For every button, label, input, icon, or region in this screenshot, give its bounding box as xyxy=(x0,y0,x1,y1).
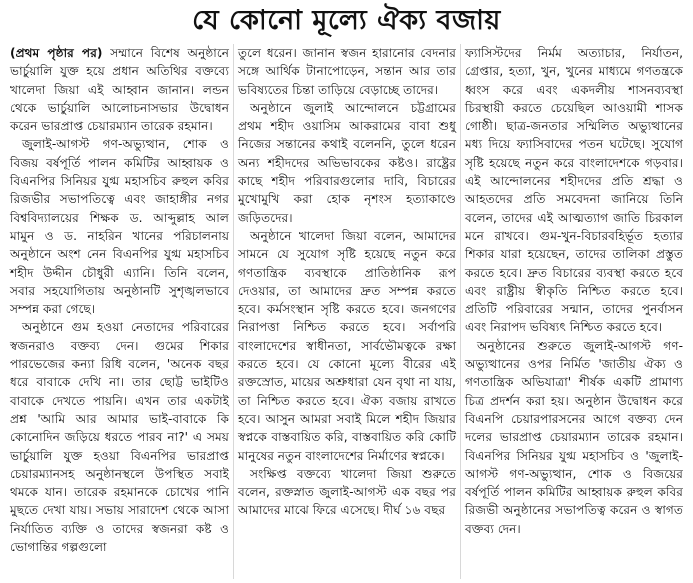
paragraph: তুলে ধরেন। জানান স্বজন হারানোর বেদনার সঙ্গে আর্থিক টানাপোড়েন, সন্তান আর তার ভবিষ্যতের চিন্তা তাড়িয়ে বেড়াচ্ছে তাদের। xyxy=(238,46,456,97)
column-2 xyxy=(233,44,460,579)
paragraph: ফ্যাসিস্টদের নির্মম অত্যাচার, নির্যাতন, গ্রেপ্তার, হত্যা, খুন, খুনের মাধ্যমে গণতন্ত্রকে ধ্বংস করে এবং একদলীয় শাসনব্যবস্থা চিরস্থায়ী করতে চেয়েছিল আওয়ামী শাসক গোষ্ঠী। ছাত্র-জনতার সম্মিলিত অভ্যুত্থানের মধ্য দিয়ে ফ্যাসিবাদের পতন ঘটেছে। সুযোগ সৃষ্টি হয়েছে নতুন করে বাংলাদেশকে গড়বার। এই আন্দোলনের শহীদদের প্রতি শ্রদ্ধা ও আহতদের প্রতি সমবেদনা জানিয়ে তিনি বলেন, তাদের এই আত্মত্যাগ জাতি চিরকাল মনে রাখবে। গুম-খুন-বিচারবহির্ভূত হত্যার শিকার যারা হয়েছেন, তাদের তালিকা প্রস্তুত করতে হবে। দ্রুত বিচারের ব্যবস্থা করতে হবে এবং রাষ্ট্রীয় স্বীকৃতি নিশ্চিত করতে হবে। প্রতিটি পরিবারের সন্মান, তাদের পুনর্বাসন এবং নিরাপদ ভবিষ্যৎ নিশ্চিত করতে হবে। xyxy=(465,46,683,335)
column-3 xyxy=(460,44,687,579)
headline: যে কোনো মূল্যে ঐক্য বজায় xyxy=(192,4,501,36)
continuation-label: (প্রথম পৃষ্ঠার পর) xyxy=(10,46,103,60)
paragraph: অনুষ্ঠানের শুরুতে জুলাই-আগস্ট গণ-অভ্যুত্থানের ওপর নির্মিত 'জাতীয় ঐক্য ও গণতান্ত্রিক অভিযাত্রা' শীর্ষক একটি প্রামাণ্য চিত্র প্রদর্শন করা হয়। অনুষ্ঠান উদ্বোধন করে বিএনপি চেয়ারপারসনের আগে বক্তব্য দেন দলের ভারপ্রাপ্ত চেয়ারম্যান তারেক রহমান। বিএনপির সিনিয়র যুগ্ম মহাসচিব ও 'জুলাই-আগস্ট গণ-অভ্যুত্থান, শোক ও বিজয়ের বর্ষপূর্তি পালন কমিটির আহ্বায়ক রুহুল কবির রিজভী অনুষ্ঠানের সভাপতিত্ব করেন ও স্বাগত বক্তব্য দেন। xyxy=(465,338,683,536)
paragraph: অনুষ্ঠানে খালেদা জিয়া বলেন, আমাদের সামনে যে সুযোগ সৃষ্টি হয়েছে নতুন করে গণতান্ত্রিক ব্যবস্থাকে প্রাতিষ্ঠানিক রূপ দেওয়ার, তা আমাদের দ্রুত সম্পন্ন করতে হবে। কর্মসংস্থান সৃষ্টি করতে হবে। জনগণের নিরাপত্তা নিশ্চিত করতে হবে। সর্বাপরি বাংলাদেশের স্বাধীনতা, সার্বভৌমত্বকে রক্ষা করতে হবে। যে কোনো মূল্যে বীরের এই রক্তস্রোত, মায়ের অশ্রুধারা যেন বৃথা না যায়, তা নিশ্চিত করতে হবে। ঐক্য বজায় রাখতে হবে। আসুন আমরা সবাই মিলে শহীদ জিয়ার স্বপ্নকে বাস্তবায়িত করি, বাস্তবায়িত করি কোটি মানুষের নতুন বাংলাদেশের নির্মাণের স্বপ্নকে। xyxy=(238,228,456,463)
paragraph: অনুষ্ঠানে গুম হওয়া নেতাদের পরিবারের স্বজনরাও বক্তব্য দেন। গুমের শিকার পারভেজের কন্যা রিধি বলেন, 'অনেক বছর ধরে বাবাকে দেখি না। তার ছোট্ট ভাইটিও বাবাকে দেখতে পায়নি। এখন তার একটাই প্রশ্ন 'আমি আর আমার ভাই-বাবাকে কি কোনোদিন জড়িয়ে ধরতে পারব না?' এ সময় ভার্চুয়ালি যুক্ত হওয়া বিএনপির ভারপ্রাপ্ত চেয়ারম্যানসহ অনুষ্ঠানস্থলে উপস্থিত সবাই থমকে যান। তারেক রহমানকে চোখের পানি মুছতে দেখা যায়। সভায় সারাদেশ থেকে আসা নির্যাতিত ব্যক্তি ও তাদের স্বজনরা কষ্ট ও ভোগান্তির গল্পগুলো xyxy=(10,320,229,555)
paragraph-text: সম্মানে বিশেষ অনুষ্ঠানে ভার্চুয়ালি যুক্ত হয়ে প্রধান অতিথির বক্তব্যে খালেদা জিয়া এই আহ্বান জানান। লন্ডন থেকে ভার্চুয়ালি আলোচনাসভার উদ্বোধন করেন ভারপ্রাপ্ত চেয়ারম্যান তারেক রহমান। xyxy=(10,46,229,134)
paragraph: অনুষ্ঠানে জুলাই আন্দোলনে চট্টগ্রামের প্রথম শহীদ ওয়াসিম আকরামের বাবা শুধু নিজের সন্তানের কথাই বলেননি, তুলে ধরেন অন্য শহীদদের অভিভাবকের কষ্টও। রাষ্ট্রের কাছে শহীদ পরিবারগুলোর দাবি, বিচারের মুখোমুখি করা হোক নৃশংস হত্যাকাণ্ডে জড়িতদের। xyxy=(238,100,456,225)
paragraph: জুলাই-আগস্ট গণ-অভ্যুত্থান, শোক ও বিজয় বর্ষপূর্তি পালন কমিটির আহ্বায়ক ও বিএনপির সিনিয়র যুগ্ম মহাসচিব রুহুল কবির রিজভীর সভাপতিত্বে এবং জাহাঙ্গীর নগর বিশ্ববিদ্যালয়ের শিক্ষক ড. আব্দুল্লাহ আল মামুন ও ড. নাহরিন খানের পরিচালনায় অনুষ্ঠানে অংশ নেন বিএনপির যুগ্ম মহাসচিব শহীদ উদ্দীন চৌধুরী এ্যানি। তিনি বলেন, সবার সহযোগিতায় অনুষ্ঠানটি সুশৃঙ্খলভাবে সম্পন্ন করা গেছে। xyxy=(10,137,229,317)
article-columns xyxy=(6,44,687,579)
paragraph xyxy=(10,44,229,135)
paragraph: সংক্ষিপ্ত বক্তব্যে খালেদা জিয়া শুরুতে বলেন, রক্তস্নাত জুলাই-আগস্ট এক বছর পর আমাদের মাঝে ফিরে এসেছে। দীর্ঘ ১৬ বছর xyxy=(238,466,456,518)
column-1 xyxy=(6,44,233,579)
